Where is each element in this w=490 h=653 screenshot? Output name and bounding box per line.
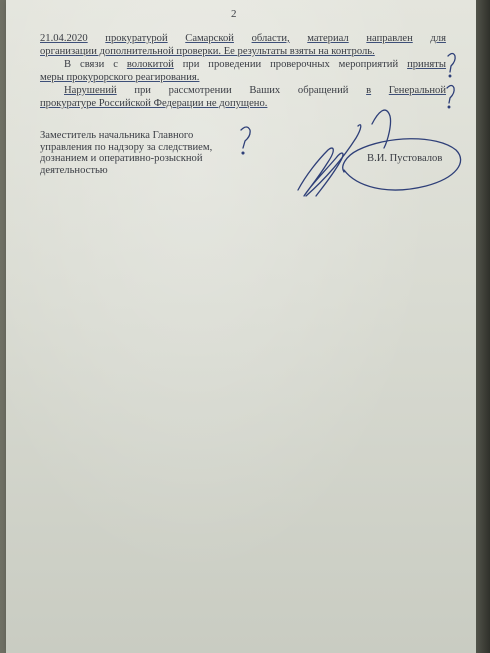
position-line: дознанием и оперативно-розыскной bbox=[40, 153, 203, 165]
page-number: 2 bbox=[231, 8, 237, 20]
text-phrase: В связи с bbox=[64, 59, 118, 70]
signatory-name: В.И. Пустовалов bbox=[367, 153, 443, 164]
text-word: для bbox=[430, 33, 446, 44]
text-sentence: организации дополнительной проверки. Ее результаты взяты на контроль. bbox=[40, 46, 375, 57]
paragraph-2-line-1 bbox=[64, 58, 446, 71]
letter-page bbox=[6, 0, 478, 653]
question-mark-dot-icon bbox=[449, 75, 451, 77]
text-word-underlined: Нарушений bbox=[64, 85, 117, 96]
text-word: прокуратурой bbox=[105, 33, 168, 44]
question-mark-icon bbox=[447, 86, 454, 104]
text-word-underlined: Генеральной bbox=[388, 85, 447, 96]
question-mark-dot-icon bbox=[448, 106, 450, 108]
signature-stroke-icon bbox=[372, 110, 391, 148]
signatory-position bbox=[40, 130, 212, 176]
position-line: Заместитель начальника Главного bbox=[40, 130, 194, 141]
signature-stroke-icon bbox=[306, 125, 361, 196]
text-word: области, bbox=[251, 33, 290, 44]
question-mark-icon bbox=[241, 127, 250, 148]
text-word: материал bbox=[307, 33, 349, 44]
text-date: 21.04.2020 bbox=[40, 33, 88, 44]
paragraph-3-line-2 bbox=[40, 97, 446, 110]
paragraph-3-line-1 bbox=[64, 84, 446, 97]
paragraph-2-line-2 bbox=[40, 71, 446, 84]
question-mark-dot-icon bbox=[242, 152, 244, 154]
position-line: деятельностью bbox=[40, 164, 108, 176]
paragraph-1-line-2 bbox=[40, 45, 446, 58]
text-phrase: при проведении проверочных мероприятий bbox=[182, 59, 399, 70]
text-word: Самарской bbox=[185, 33, 234, 44]
text-word-underlined: приняты bbox=[407, 59, 447, 70]
text-word: при bbox=[134, 85, 151, 96]
text-word: Ваших bbox=[249, 85, 281, 96]
text-word-underlined: волокитой bbox=[126, 59, 174, 70]
paragraph-1-line-1 bbox=[40, 32, 446, 45]
text-sentence: меры прокурорского реагирования. bbox=[40, 72, 200, 83]
text-word: обращений bbox=[297, 85, 349, 96]
position-line: управления по надзору за следствием, bbox=[40, 141, 213, 153]
text-word-underlined: в bbox=[366, 85, 372, 96]
text-sentence: прокуратуре Российской Федерации не допущено. bbox=[40, 98, 268, 109]
text-word: направлен bbox=[366, 33, 413, 44]
signature-loop-icon bbox=[343, 139, 461, 190]
question-mark-icon bbox=[448, 54, 455, 73]
background-edge bbox=[476, 0, 490, 653]
signature-stroke-icon bbox=[298, 148, 343, 196]
text-word: рассмотрении bbox=[168, 85, 232, 96]
